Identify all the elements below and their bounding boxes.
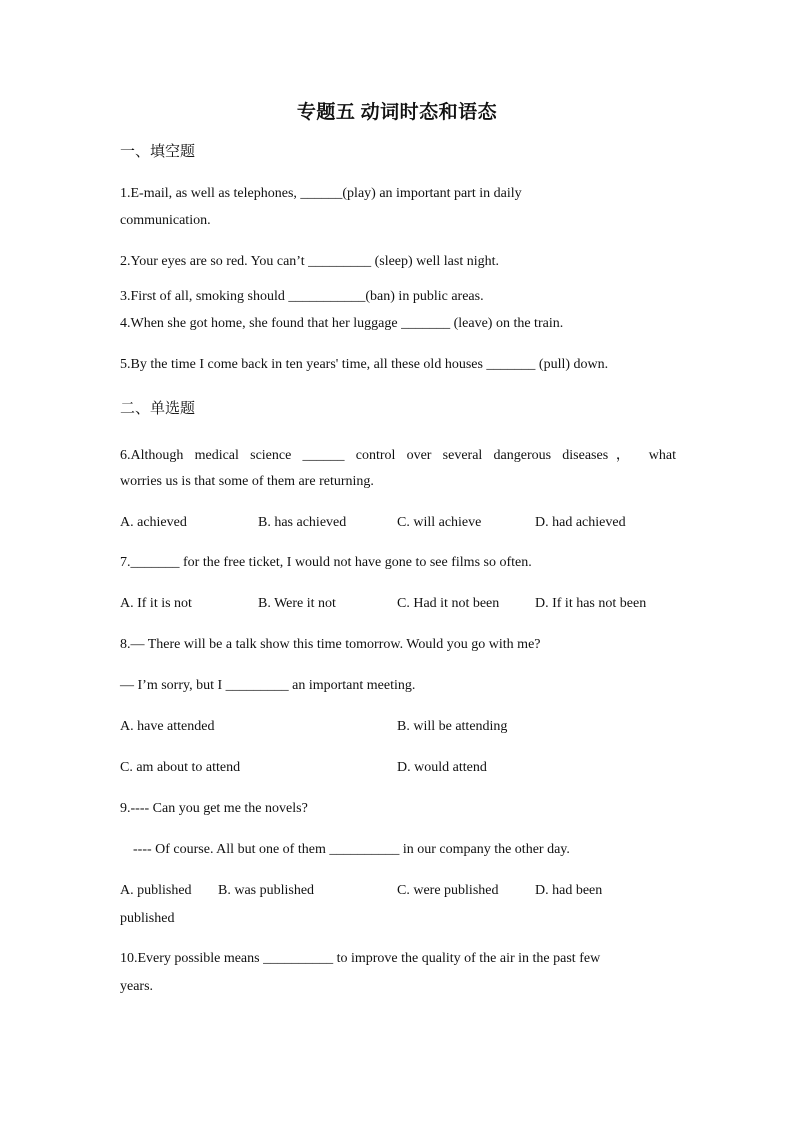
q6-option-c: C. will achieve bbox=[397, 515, 482, 530]
q10-line1: 10.Every possible means __________ to improve the quality of the air in the past few bbox=[120, 951, 601, 966]
q8-line1: 8.— There will be a talk show this time tomorrow. Would you go with me? bbox=[120, 637, 541, 652]
q7-option-a: A. If it is not bbox=[120, 596, 192, 611]
q6-line1: 6.Although medical science ______ control over several dangerous diseases， what bbox=[120, 448, 676, 463]
q7-line1: 7._______ for the free ticket, I would not have gone to see films so often. bbox=[120, 555, 532, 570]
q6-option-b: B. has achieved bbox=[258, 515, 347, 530]
q8-line2: — I’m sorry, but I _________ an important meeting. bbox=[120, 678, 416, 693]
q9-option-a: A. published bbox=[120, 883, 192, 898]
q9-line2: ---- Of course. All but one of them __________ in our company the other day. bbox=[133, 842, 570, 857]
section-heading-choice: 二、单选题 bbox=[120, 401, 196, 417]
q1-line1: 1.E-mail, as well as telephones, ______(play) an important part in daily bbox=[120, 186, 522, 201]
q6-option-d: D. had achieved bbox=[535, 515, 626, 530]
q10-line2: years. bbox=[120, 979, 154, 994]
q8-option-b: B. will be attending bbox=[397, 719, 508, 734]
q8-option-a: A. have attended bbox=[120, 719, 215, 734]
q8-option-c: C. am about to attend bbox=[120, 760, 241, 775]
q7-option-c: C. Had it not been bbox=[397, 596, 500, 611]
q6-line2: worries us is that some of them are returning. bbox=[120, 474, 374, 489]
q7-option-d: D. If it has not been bbox=[535, 596, 647, 611]
q5-line1: 5.By the time I come back in ten years' time, all these old houses _______ (pull) down. bbox=[120, 357, 609, 372]
q4-line1: 4.When she got home, she found that her luggage _______ (leave) on the train. bbox=[120, 316, 564, 331]
q6-option-a: A. achieved bbox=[120, 515, 187, 530]
section-heading-fill: 一、填空题 bbox=[120, 144, 196, 160]
q3-line1: 3.First of all, smoking should ___________(ban) in public areas. bbox=[120, 289, 484, 304]
q1-line2: communication. bbox=[120, 213, 211, 228]
q7-option-b: B. Were it not bbox=[258, 596, 336, 611]
q8-option-d: D. would attend bbox=[397, 760, 487, 775]
q9-line1: 9.---- Can you get me the novels? bbox=[120, 801, 308, 816]
q9-option-d: D. had been bbox=[535, 883, 603, 898]
q2-line1: 2.Your eyes are so red. You can’t _________ (sleep) well last night. bbox=[120, 254, 499, 269]
q9-option-b: B. was published bbox=[218, 883, 315, 898]
q9-option-c: C. were published bbox=[397, 883, 499, 898]
page-title: 专题五 动词时态和语态 bbox=[296, 102, 498, 123]
q9-option-d-continued: published bbox=[120, 911, 175, 926]
